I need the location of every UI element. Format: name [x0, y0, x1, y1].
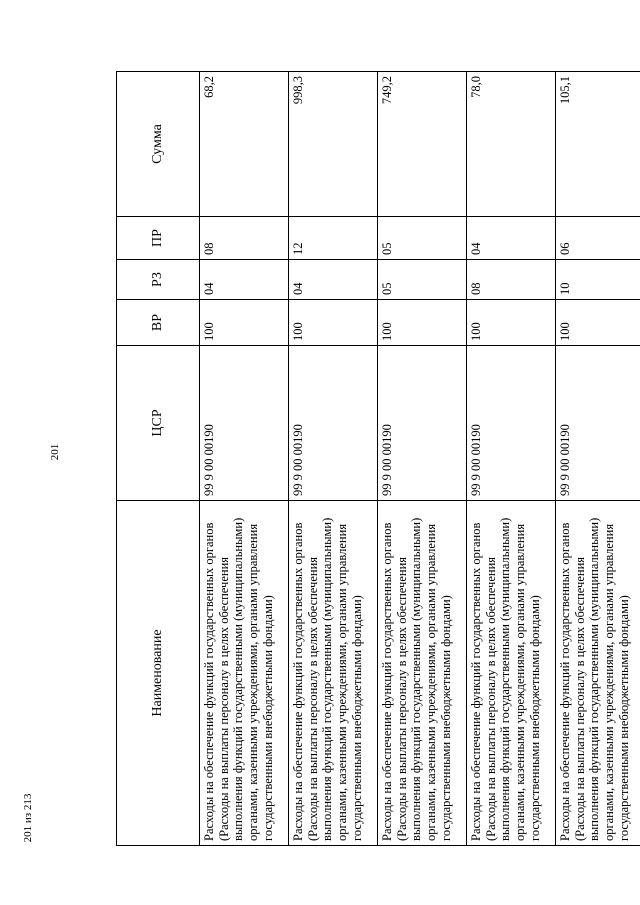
cell-name: Расходы на обеспечение функций государственных органов (Расходы на выплаты персоналу в целях обеспечения выполнения функций государственными (муниципальными) органами, казенными учреждениями, органами управления государственными внебюджетными фондами): [467, 501, 556, 846]
cell-csr: 99 9 00 00190: [289, 346, 378, 501]
table-row: [467, 72, 556, 846]
cell-vr: 100: [556, 300, 640, 346]
table-row: [556, 72, 640, 846]
cell-rz: 04: [289, 260, 378, 300]
header-vr: ВР: [117, 300, 200, 346]
cell-pr: 06: [556, 217, 640, 260]
cell-name: Расходы на обеспечение функций государственных органов (Расходы на выплаты персоналу в целях обеспечения выполнения функций государственными (муниципальными) органами, казенными учреждениями, органами управления государственными внебюджетными фондами): [200, 501, 289, 846]
table-row: [289, 72, 378, 846]
header-name: Наименование: [117, 501, 200, 846]
table-header-row: [117, 72, 200, 846]
header-csr: ЦСР: [117, 346, 200, 501]
cell-csr: 99 9 00 00190: [378, 346, 467, 501]
cell-csr: 99 9 00 00190: [467, 346, 556, 501]
cell-vr: 100: [378, 300, 467, 346]
page-footer: 201 из 213: [22, 793, 34, 843]
budget-table: [116, 71, 640, 846]
cell-sum: 998,3: [289, 72, 378, 217]
cell-rz: 08: [467, 260, 556, 300]
cell-sum: 78,0: [467, 72, 556, 217]
cell-name: Расходы на обеспечение функций государственных органов (Расходы на выплаты персоналу в целях обеспечения выполнения функций государственными (муниципальными) органами, казенными учреждениями, органами управления государственными внебюджетными фондами): [289, 501, 378, 846]
cell-csr: 99 9 00 00190: [556, 346, 640, 501]
header-sum: Сумма: [117, 72, 200, 217]
cell-sum: 68,2: [200, 72, 289, 217]
cell-sum: 749,2: [378, 72, 467, 217]
cell-pr: 12: [289, 217, 378, 260]
cell-name: Расходы на обеспечение функций государственных органов (Расходы на выплаты персоналу в целях обеспечения выполнения функций государственными (муниципальными) органами, казенными учреждениями, органами управления государственными внебюджетными фондами): [378, 501, 467, 846]
cell-pr: 05: [378, 217, 467, 260]
cell-vr: 100: [467, 300, 556, 346]
cell-rz: 10: [556, 260, 640, 300]
table-row: [378, 72, 467, 846]
cell-vr: 100: [200, 300, 289, 346]
page-number: 201: [49, 443, 61, 461]
cell-sum: 105,1: [556, 72, 640, 217]
cell-vr: 100: [289, 300, 378, 346]
cell-pr: 08: [200, 217, 289, 260]
cell-csr: 99 9 00 00190: [200, 346, 289, 501]
cell-pr: 04: [467, 217, 556, 260]
header-rz: РЗ: [117, 260, 200, 300]
cell-rz: 04: [200, 260, 289, 300]
table-row: [200, 72, 289, 846]
cell-rz: 05: [378, 260, 467, 300]
rotated-table-container: [116, 72, 631, 846]
header-pr: ПР: [117, 217, 200, 260]
cell-name: Расходы на обеспечение функций государственных органов (Расходы на выплаты персоналу в целях обеспечения выполнения функций государственными (муниципальными) органами, казенными учреждениями, органами управления государственными внебюджетными фондами): [556, 501, 640, 846]
